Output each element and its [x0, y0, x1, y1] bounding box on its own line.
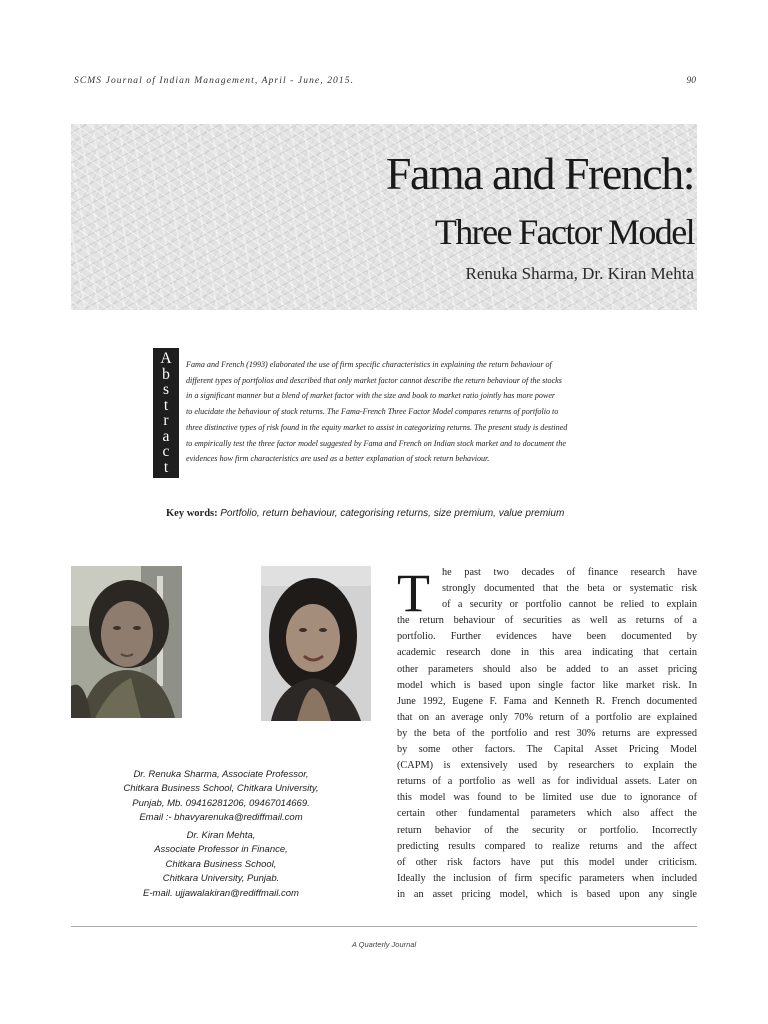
body-line: of other risk factors have put this model under criticism. — [397, 856, 697, 868]
body-line: by the beta of the portfolio and rest 30% returns are expressed — [397, 727, 697, 739]
abstract-tab-letter: b — [162, 365, 170, 383]
bio-line: Dr. Renuka Sharma, Associate Professor, — [133, 769, 309, 780]
body-line: of a security or portfolio cannot be relied to explain — [442, 599, 697, 611]
footer-divider — [71, 926, 697, 927]
bio-email[interactable]: Email :- bhavyarenuka@rediffmail.com — [139, 812, 303, 824]
abstract-tab-letter: A — [160, 350, 172, 367]
body-line: return behavior of the security or portfolio. Incorrectly — [397, 824, 697, 836]
abstract-tab-letter: c — [162, 443, 170, 460]
body-line: June 1992, Eugene F. Fama and Kenneth R. French documented — [397, 695, 697, 707]
keywords — [166, 508, 564, 519]
body-line: (CAPM) is extensively used by researchers to explain the — [397, 760, 697, 772]
body-line: academic research done in this area indicating that certain — [397, 647, 697, 659]
abstract-tab-letter: r — [163, 412, 169, 429]
author-photo-kiran-mehta — [261, 566, 371, 721]
body-line: strongly documented that the beta or systematic risk — [442, 583, 697, 595]
keywords-text: Portfolio, return behaviour, categorising returns, size premium, value premium — [220, 508, 565, 519]
running-head: SCMS Journal of Indian Management, April - June, 2015. — [74, 76, 355, 86]
abstract-tab-letter: s — [162, 381, 170, 398]
author-photo-renuka-sharma — [71, 566, 182, 718]
abstract-tab-letter: t — [163, 396, 169, 414]
body-line: this model was found to be limited use due to ignorance of — [397, 792, 697, 804]
keywords-label: Key words: — [166, 508, 218, 519]
article-subtitle: Three Factor Model — [434, 212, 694, 252]
abstract-text — [186, 357, 642, 467]
bio-line: Chitkara Business School, Chitkara University, — [123, 783, 319, 795]
bio-line: Associate Professor in Finance, — [154, 844, 288, 856]
footer-text: A Quarterly Journal — [351, 940, 417, 949]
bio-line: Dr. Kiran Mehta, — [186, 830, 256, 841]
body-line: other parameters should also be added to an asset pricing — [397, 663, 697, 675]
page-number: 90 — [686, 76, 696, 86]
body-line: portfolio. Further evidences have been documented by — [397, 631, 697, 643]
body-line: predicting results compared to realize returns and the affect — [397, 840, 697, 852]
body-line: by some other factors. The Capital Asset Pricing Model — [397, 744, 697, 756]
bio-email[interactable]: E-mail. ujjawalakiran@rediffmail.com — [143, 887, 299, 899]
abstract-tab-letter: a — [162, 427, 170, 445]
abstract-line: to elucidate the behaviour of stock returns. The Fama-French Three Factor Model compares returns of portfolio to — [186, 407, 559, 417]
body-line: the return behaviour of securities as well as returns of a — [397, 615, 697, 627]
body-line: certain other fundamental parameters which also affect the — [397, 808, 697, 820]
body-line: Ideally the inclusion of firm specific parameters when included — [397, 872, 697, 884]
drop-cap: T — [397, 563, 430, 623]
abstract-line: different types of portfolios and described that only market factor cannot describe the return behaviour of the stocks — [186, 375, 562, 385]
abstract-line: Fama and French (1993) elaborated the use of firm specific characteristics in explaining the return behaviour of — [186, 360, 552, 369]
author1-bio — [71, 768, 371, 826]
body-line: in an asset pricing model, which is based upon any single — [397, 888, 697, 900]
bio-line: Chitkara Business School, — [165, 858, 277, 870]
abstract-line: three distinctive types of risk found in the equity market to assist in categorizing returns. The present study is destined — [186, 422, 568, 432]
abstract-line: in a significant manner but a blend of market factor with the size and book to market ratio jointly has more power — [186, 391, 556, 401]
bio-line: Punjab, Mb. 09416281206, 09467014669. — [132, 797, 310, 809]
body-line: that on an average only 70% return of a portfolio are explained — [397, 711, 697, 723]
author2-bio — [71, 829, 371, 901]
bio-line: Chitkara University, Punjab. — [162, 873, 280, 885]
body-line: model which is based upon single factor like market risk. In — [397, 679, 697, 691]
abstract-tab-letter: t — [163, 458, 169, 476]
article-authors: Renuka Sharma, Dr. Kiran Mehta — [465, 264, 694, 283]
body-line: returns of a portfolio as well as for individual assets. Later on — [397, 776, 697, 788]
abstract-line: to empirically test the three factor model suggested by Fama and French on Indian stock market and to document the — [186, 438, 566, 448]
body-text-column — [397, 565, 697, 903]
abstract-line: evidences how firm characteristics are used as a better explanation of stock return behaviour. — [186, 454, 490, 464]
article-title: Fama and French: — [385, 148, 694, 199]
abstract-label-tab — [153, 348, 179, 478]
body-line: he past two decades of finance research have — [442, 567, 697, 578]
